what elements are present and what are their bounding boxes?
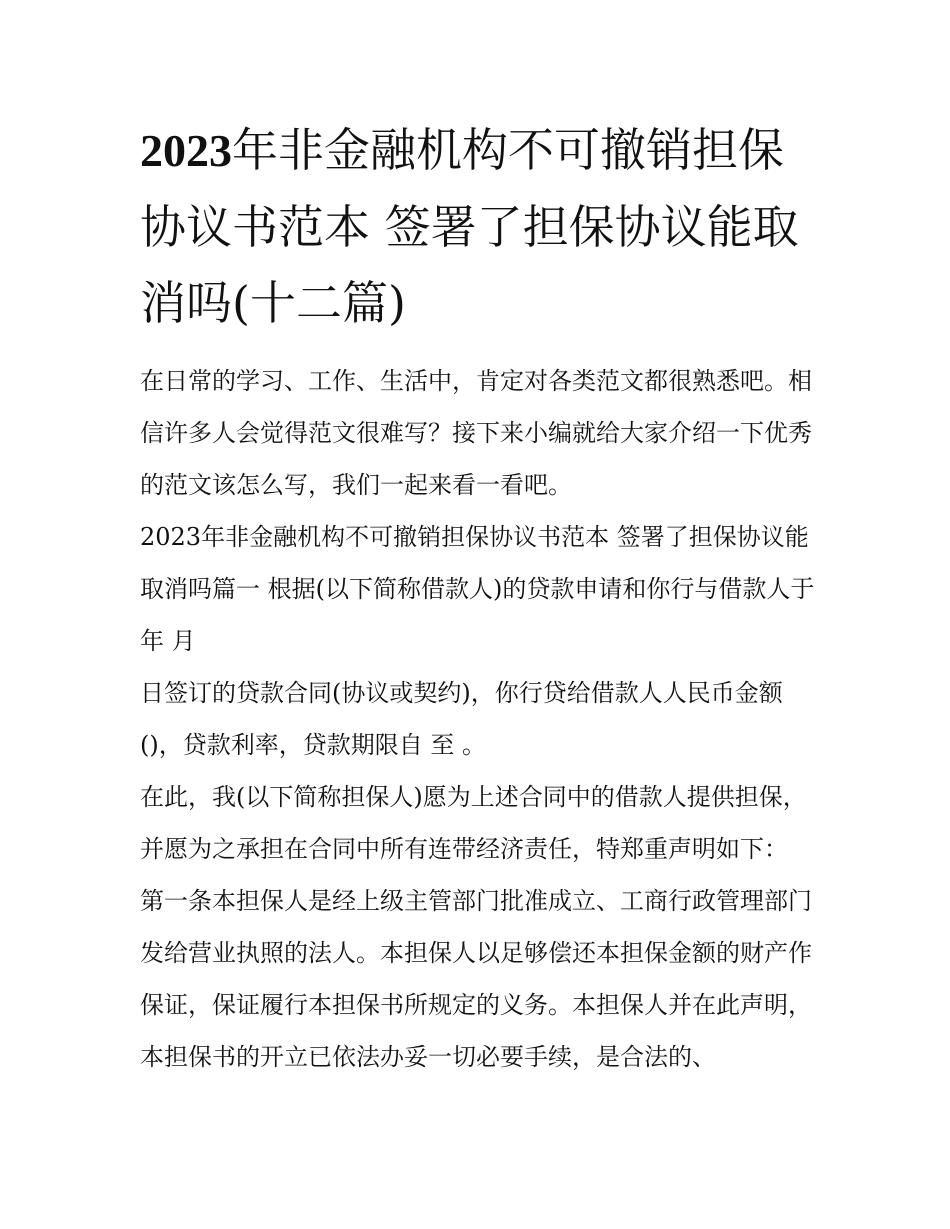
title-year: 2023 (140, 125, 232, 176)
paragraph-guarantee-statement: 在此，我(以下简称担保人)愿为上述合同中的借款人提供担保，并愿为之承担在合同中所有连带经济责任，特郑重声明如下： (140, 783, 807, 863)
paragraph-article-1: 第一条本担保人是经上级主管部门批准成立、工商行政管理部门发给营业执照的法人。本担保人以足够偿还本担保金额的财产作保证，保证履行本担保书所规定的义务。本担保人并在此声明，本担保书的开立已依法办妥一切必要手续，是合法的、 (140, 887, 812, 1071)
document-body (140, 355, 815, 1083)
paragraph-intro: 在日常的学习、工作、生活中，肯定对各类范文都很熟悉吧。相信许多人会觉得范文很难写？接下来小编就给大家介绍一下优秀的范文该怎么写，我们一起来看一看吧。 (140, 367, 812, 499)
paragraph-contract-date: 日签订的贷款合同(协议或契约)，你行贷给借款人人民币金额()，贷款利率，贷款期限自 至 。 (140, 679, 783, 759)
paragraph-heading-1: 2023年非金融机构不可撤销担保协议书范本 签署了担保协议能取消吗篇一 根据(以下简称借款人)的贷款申请和你行与借款人于 年 月 (140, 523, 815, 655)
document-page (140, 112, 815, 1083)
document-title (140, 112, 815, 341)
title-text: 年非金融机构不可撤销担保协议书范本 签署了担保协议能取消吗(十二篇) (140, 123, 799, 330)
